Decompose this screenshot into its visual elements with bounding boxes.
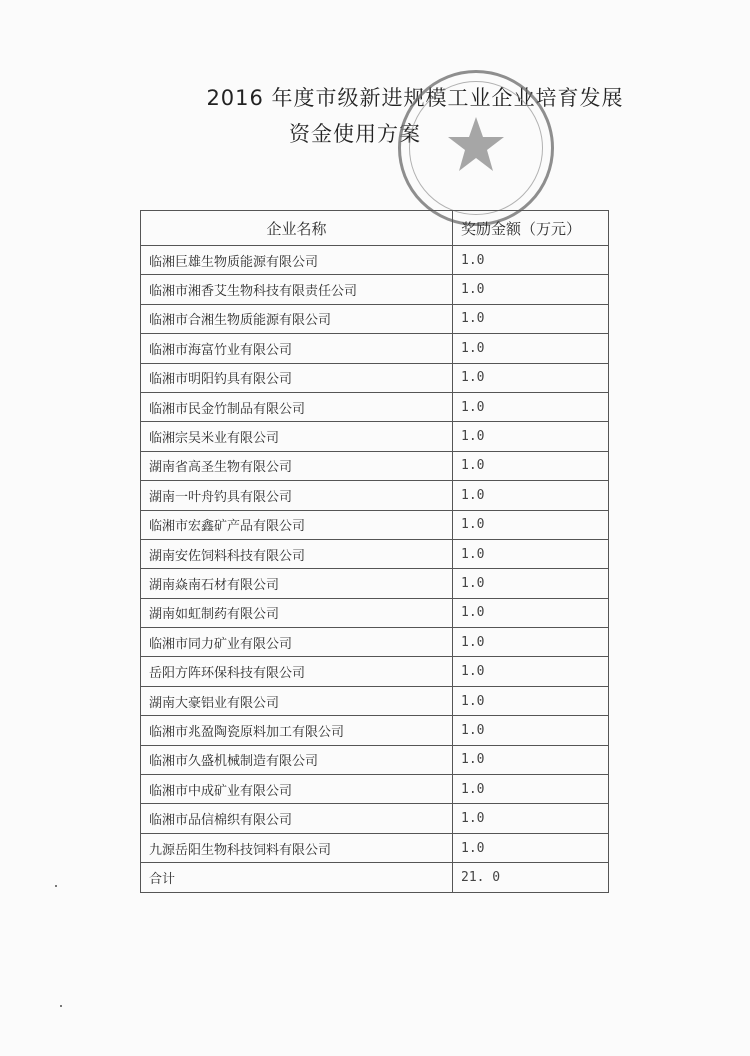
document-title-line2: 资金使用方案 [289, 122, 421, 146]
award-amount: 1.0 [453, 510, 609, 539]
company-name: 临湘市宏鑫矿产品有限公司 [141, 510, 453, 539]
company-name: 临湘市同力矿业有限公司 [141, 628, 453, 657]
award-amount: 1.0 [453, 628, 609, 657]
company-name: 临湘宗吴米业有限公司 [141, 422, 453, 451]
scan-speck [60, 1005, 62, 1007]
table-header-row [141, 211, 609, 246]
header-award-amount: 奖励金额（万元） [453, 211, 609, 246]
table-row [141, 422, 609, 451]
company-name: 湖南一叶舟钓具有限公司 [141, 481, 453, 510]
company-name: 湖南如虹制药有限公司 [141, 598, 453, 627]
company-name: 临湘市民金竹制品有限公司 [141, 392, 453, 421]
award-amount: 1.0 [453, 598, 609, 627]
table-row [141, 833, 609, 862]
company-name: 临湘市海富竹业有限公司 [141, 334, 453, 363]
award-amount: 1.0 [453, 481, 609, 510]
table-row [141, 569, 609, 598]
company-name: 临湘巨雄生物质能源有限公司 [141, 246, 453, 275]
company-name: 临湘市明阳钓具有限公司 [141, 363, 453, 392]
award-amount: 1.0 [453, 392, 609, 421]
table-row [141, 745, 609, 774]
header-company-name: 企业名称 [141, 211, 453, 246]
company-name: 临湘市品信棉织有限公司 [141, 804, 453, 833]
table-row [141, 334, 609, 363]
table-row [141, 363, 609, 392]
table-row [141, 804, 609, 833]
award-amount: 1.0 [453, 275, 609, 304]
total-amount: 21. 0 [453, 863, 609, 892]
table-row [141, 598, 609, 627]
table-row [141, 686, 609, 715]
scan-speck [55, 885, 57, 887]
award-amount: 1.0 [453, 657, 609, 686]
company-name: 临湘市中成矿业有限公司 [141, 775, 453, 804]
table-row [141, 657, 609, 686]
award-amount: 1.0 [453, 422, 609, 451]
award-amount: 1.0 [453, 246, 609, 275]
company-name: 临湘市合湘生物质能源有限公司 [141, 304, 453, 333]
award-amount: 1.0 [453, 775, 609, 804]
total-label: 合计 [141, 863, 453, 892]
company-name: 九源岳阳生物科技饲料有限公司 [141, 833, 453, 862]
award-amount: 1.0 [453, 451, 609, 480]
award-amount: 1.0 [453, 745, 609, 774]
company-name: 临湘市久盛机械制造有限公司 [141, 745, 453, 774]
award-amount: 1.0 [453, 804, 609, 833]
award-amount: 1.0 [453, 686, 609, 715]
table-row [141, 392, 609, 421]
table-row [141, 628, 609, 657]
company-name: 湖南安佐饲料科技有限公司 [141, 539, 453, 568]
company-name: 湖南焱南石材有限公司 [141, 569, 453, 598]
table-row [141, 246, 609, 275]
company-name: 临湘市湘香艾生物科技有限责任公司 [141, 275, 453, 304]
document-title-line1: 2016 年度市级新进规模工业企业培育发展 [206, 86, 624, 110]
table-row [141, 275, 609, 304]
table-row [141, 716, 609, 745]
table-row [141, 539, 609, 568]
table-row [141, 304, 609, 333]
table-row [141, 481, 609, 510]
table-row [141, 510, 609, 539]
award-amount: 1.0 [453, 569, 609, 598]
award-amount: 1.0 [453, 304, 609, 333]
total-row [141, 863, 609, 892]
company-name: 湖南省高圣生物有限公司 [141, 451, 453, 480]
award-amount: 1.0 [453, 716, 609, 745]
company-name: 湖南大豪铝业有限公司 [141, 686, 453, 715]
table-row [141, 775, 609, 804]
award-amount: 1.0 [453, 833, 609, 862]
table-row [141, 451, 609, 480]
funding-table [140, 210, 609, 893]
official-seal-stamp [398, 70, 554, 226]
company-name: 临湘市兆盈陶瓷原料加工有限公司 [141, 716, 453, 745]
company-name: 岳阳方阵环保科技有限公司 [141, 657, 453, 686]
award-amount: 1.0 [453, 334, 609, 363]
star-icon [446, 115, 506, 175]
award-amount: 1.0 [453, 539, 609, 568]
award-amount: 1.0 [453, 363, 609, 392]
